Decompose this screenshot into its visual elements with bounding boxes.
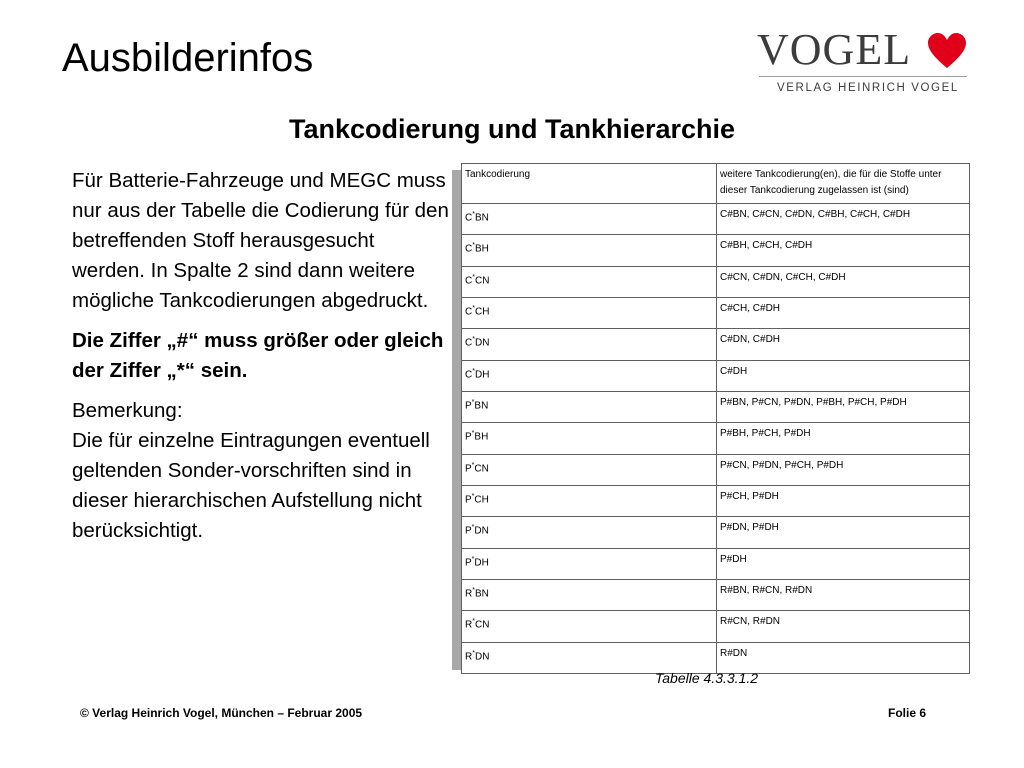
allowed-codes-cell: C#BN, C#CN, C#DN, C#BH, C#CH, C#DH bbox=[717, 204, 970, 235]
tank-code-prefix: C bbox=[465, 368, 473, 380]
rule-paragraph: Die Ziffer „#“ muss größer oder gleich der Ziffer „*“ sein. bbox=[72, 329, 444, 382]
tank-code-prefix: R bbox=[465, 619, 473, 631]
logo-wordmark: VOGEL bbox=[757, 25, 912, 74]
table-header-allowed: weitere Tankcodierung(en), die für die Stoffe unter dieser Tankcodierung zugelassen ist (sind) bbox=[717, 164, 970, 204]
allowed-codes-cell: C#DH bbox=[717, 360, 970, 391]
tank-code-star: * bbox=[471, 461, 475, 469]
tank-code-prefix: C bbox=[465, 337, 473, 349]
tank-code-cell bbox=[462, 423, 717, 454]
intro-paragraph: Für Batterie-Fahrzeuge und MEGC muss nur aus der Tabelle die Codierung für den betreffenden Stoff herausgesucht werden. In Spalte 2 sind dann weitere mögliche Tankcodierungen abgedruckt. bbox=[72, 169, 449, 312]
slide-header-title: Ausbilderinfos bbox=[62, 36, 314, 80]
tank-code-star: * bbox=[472, 618, 475, 626]
tank-code-star: * bbox=[471, 524, 475, 532]
allowed-codes-cell: P#CH, P#DH bbox=[717, 485, 970, 516]
table-row bbox=[462, 266, 970, 297]
tank-code-cell bbox=[462, 391, 717, 422]
tank-code-prefix: P bbox=[465, 431, 472, 443]
allowed-codes-cell: R#BN, R#CN, R#DN bbox=[717, 579, 970, 610]
allowed-codes-cell: C#CN, C#DN, C#CH, C#DH bbox=[717, 266, 970, 297]
tank-code-prefix: R bbox=[465, 650, 473, 662]
logo-divider bbox=[759, 76, 967, 77]
tank-code-prefix: C bbox=[465, 212, 473, 224]
tank-code-prefix: P bbox=[465, 556, 472, 568]
remark-text: Die für einzelne Eintragungen eventuell geltenden Sonder-vorschriften sind in dieser hierarchischen Aufstellung nicht berücksichtigt. bbox=[72, 429, 430, 542]
tank-code-table-shadow bbox=[452, 170, 961, 670]
allowed-codes-cell: P#BH, P#CH, P#DH bbox=[717, 423, 970, 454]
heart-icon bbox=[927, 32, 967, 72]
tank-code-table bbox=[461, 163, 970, 674]
tank-code-star: * bbox=[472, 336, 475, 344]
table-header-code: Tankcodierung bbox=[462, 164, 717, 204]
tank-code-cell bbox=[462, 297, 717, 328]
tank-code-cell bbox=[462, 329, 717, 360]
tank-code-star: * bbox=[472, 211, 475, 218]
tank-code-prefix: C bbox=[465, 306, 473, 318]
tank-code-star: * bbox=[472, 586, 475, 594]
tank-code-star: * bbox=[471, 555, 475, 563]
tank-code-cell bbox=[462, 642, 717, 673]
tank-code-cell bbox=[462, 235, 717, 266]
table-row bbox=[462, 642, 970, 673]
table-row bbox=[462, 423, 970, 454]
tank-code-prefix: C bbox=[465, 274, 473, 286]
tank-code-star: * bbox=[472, 367, 475, 375]
table-header-row bbox=[462, 164, 970, 204]
table-row bbox=[462, 329, 970, 360]
allowed-codes-cell: P#DN, P#DH bbox=[717, 517, 970, 548]
tank-code-prefix: P bbox=[465, 400, 472, 412]
tank-code-suffix: BN bbox=[474, 588, 489, 600]
tank-code-star: * bbox=[471, 398, 475, 406]
tank-code-suffix: CN bbox=[474, 619, 490, 631]
tank-code-star: * bbox=[472, 242, 475, 250]
logo-subtitle: VERLAG HEINRICH VOGEL bbox=[777, 82, 959, 94]
tank-code-prefix: R bbox=[465, 588, 473, 600]
allowed-codes-cell: P#CN, P#DN, P#CH, P#DH bbox=[717, 454, 970, 485]
tank-code-suffix: DN bbox=[474, 337, 490, 349]
tank-code-suffix: BN bbox=[474, 400, 489, 412]
allowed-codes-cell: P#BN, P#CN, P#DN, P#BH, P#CH, P#DH bbox=[717, 391, 970, 422]
tank-code-prefix: P bbox=[465, 525, 472, 537]
tank-code-prefix: P bbox=[465, 462, 472, 474]
tank-code-suffix: DN bbox=[474, 525, 489, 537]
table-row bbox=[462, 235, 970, 266]
tank-code-cell bbox=[462, 611, 717, 642]
tank-code-star: * bbox=[471, 430, 475, 438]
tank-code-star: * bbox=[472, 273, 475, 281]
remark-label: Bemerkung: bbox=[72, 399, 183, 422]
table-row bbox=[462, 517, 970, 548]
table-row bbox=[462, 454, 970, 485]
tank-code-prefix: P bbox=[465, 494, 472, 506]
table-row bbox=[462, 485, 970, 516]
tank-code-suffix: BH bbox=[474, 243, 489, 255]
table-row bbox=[462, 204, 970, 235]
text-column bbox=[72, 166, 452, 556]
allowed-codes-cell: C#DN, C#DH bbox=[717, 329, 970, 360]
tank-code-suffix: DH bbox=[474, 368, 490, 380]
vogel-logo bbox=[757, 25, 971, 100]
allowed-codes-cell: R#CN, R#DN bbox=[717, 611, 970, 642]
slide-title: Tankcodierung und Tankhierarchie bbox=[288, 114, 736, 144]
tank-code-suffix: CN bbox=[474, 274, 490, 286]
tank-code-cell bbox=[462, 579, 717, 610]
footer-page-number: Folie 6 bbox=[888, 706, 927, 720]
tank-code-cell bbox=[462, 204, 717, 235]
tank-code-cell bbox=[462, 485, 717, 516]
tank-code-suffix: DH bbox=[474, 556, 489, 568]
allowed-codes-cell: P#DH bbox=[717, 548, 970, 579]
tank-code-cell bbox=[462, 454, 717, 485]
allowed-codes-cell: R#DN bbox=[717, 642, 970, 673]
table-row bbox=[462, 391, 970, 422]
tank-code-suffix: CH bbox=[474, 494, 489, 506]
table-caption: Tabelle 4.3.3.1.2 bbox=[655, 670, 759, 686]
table-row bbox=[462, 579, 970, 610]
tank-code-cell bbox=[462, 266, 717, 297]
table-row bbox=[462, 611, 970, 642]
tank-code-star: * bbox=[471, 492, 475, 500]
tank-code-cell bbox=[462, 548, 717, 579]
tank-code-suffix: BH bbox=[474, 431, 489, 443]
tank-code-suffix: CN bbox=[474, 462, 489, 474]
footer-copyright: © Verlag Heinrich Vogel, München – Februar 2005 bbox=[80, 706, 363, 720]
tank-code-star: * bbox=[472, 304, 475, 312]
tank-code-suffix: BN bbox=[474, 212, 489, 224]
allowed-codes-cell: C#CH, C#DH bbox=[717, 297, 970, 328]
tank-code-suffix: CH bbox=[474, 306, 490, 318]
tank-code-suffix: DN bbox=[474, 650, 490, 662]
tank-code-prefix: C bbox=[465, 243, 473, 255]
table-row bbox=[462, 297, 970, 328]
tank-code-cell bbox=[462, 517, 717, 548]
table-row bbox=[462, 360, 970, 391]
tank-code-cell bbox=[462, 360, 717, 391]
remark-block bbox=[72, 396, 452, 546]
allowed-codes-cell: C#BH, C#CH, C#DH bbox=[717, 235, 970, 266]
tank-code-star: * bbox=[472, 649, 475, 657]
table-row bbox=[462, 548, 970, 579]
